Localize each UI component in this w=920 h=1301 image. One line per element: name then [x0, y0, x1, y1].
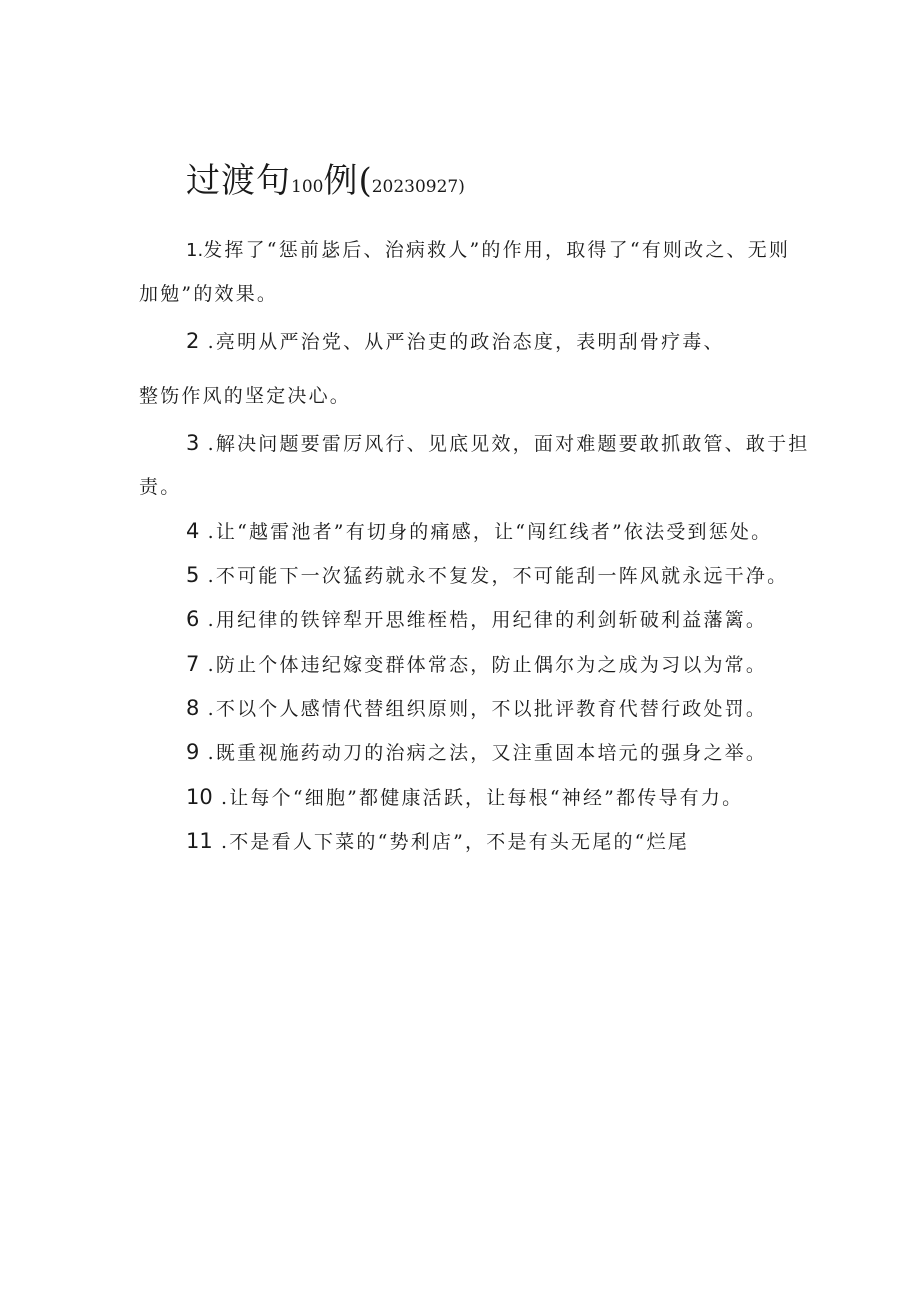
list-item-2: [186, 331, 725, 352]
item-text: .不可能下一次猛药就永不复发，不可能刮一阵风就永远干净。: [207, 565, 789, 587]
title-date: 20230927): [371, 177, 465, 197]
list-item-4: [186, 521, 772, 542]
item-text: 加勉”的效果。: [139, 283, 279, 305]
title-prefix: 过渡句: [186, 161, 291, 201]
item-text: .不是看人下菜的“势利店”，不是有头无尾的“烂尾: [220, 831, 689, 853]
title-paren: (: [358, 161, 372, 201]
list-item-6: [186, 609, 767, 630]
item-text: 整饬作风的坚定决心。: [139, 385, 352, 407]
page-title: [186, 161, 465, 201]
item-text: .防止个体违纪嫁变群体常态，防止偶尔为之成为习以为常。: [207, 654, 768, 676]
item-number: 2: [186, 329, 200, 353]
list-item-1: [186, 241, 790, 260]
title-suffix: 例: [323, 161, 359, 201]
item-number: 3: [186, 431, 200, 455]
list-item-1-continuation: [139, 285, 278, 304]
list-item-11: [186, 831, 689, 852]
item-text: .不以个人感情代替组织原则，不以批评教育代替行政处罚。: [207, 698, 768, 720]
item-text: .用纪律的铁锌犁开思维桎梏，用纪律的利剑斩破利益藩篱。: [207, 609, 768, 631]
item-number: 9: [186, 740, 200, 764]
title-count: 100: [291, 177, 324, 197]
item-text: 发挥了“惩前毖后、治病救人”的作用，取得了“有则改之、无则: [203, 239, 791, 261]
item-text: .既重视施药动刀的治病之法，又注重固本培元的强身之举。: [207, 742, 768, 764]
list-item-10: [186, 787, 743, 808]
item-number: 4: [186, 519, 200, 543]
item-number: 11: [186, 829, 213, 853]
item-number: 1.: [186, 240, 204, 261]
item-number: 8: [186, 696, 200, 720]
item-number: 10: [186, 785, 213, 809]
item-number: 7: [186, 652, 200, 676]
list-item-3: [186, 433, 809, 454]
item-text: .让“越雷池者”有切身的痛感，让“闯红线者”依法受到惩处。: [207, 521, 773, 543]
list-item-9: [186, 742, 767, 763]
item-text: 责。: [139, 476, 182, 498]
list-item-7: [186, 654, 767, 675]
item-number: 5: [186, 563, 200, 587]
item-number: 6: [186, 607, 200, 631]
item-text: .让每个“细胞”都健康活跃，让每根“神经”都传导有力。: [220, 787, 744, 809]
item-text: .解决问题要雷厉风行、见底见效，面对难题要敢抓敢管、敢于担: [207, 433, 810, 455]
list-item-8: [186, 698, 767, 719]
item-text: .亮明从严治党、从严治吏的政治态度，表明刮骨疗毒、: [207, 331, 725, 353]
list-item-2-continuation: [139, 387, 351, 406]
list-item-3-continuation: [139, 478, 181, 497]
list-item-5: [186, 565, 788, 586]
